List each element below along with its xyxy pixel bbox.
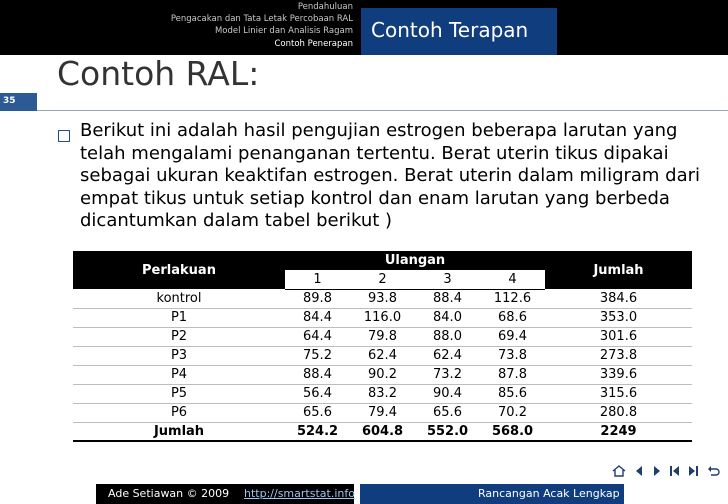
data-table bbox=[73, 251, 692, 442]
header-bar bbox=[0, 0, 728, 55]
header-replicate-3: 3 bbox=[415, 270, 480, 289]
table-row bbox=[73, 346, 692, 365]
cell-total: 353.0 bbox=[545, 308, 692, 327]
cell-value: 84.4 bbox=[285, 308, 350, 327]
total-value: 552.0 bbox=[415, 422, 480, 441]
cell-value: 73.8 bbox=[480, 346, 545, 365]
cell-value: 85.6 bbox=[480, 384, 545, 403]
cell-value: 75.2 bbox=[285, 346, 350, 365]
footer-topic: Rancangan Acak Lengkap bbox=[478, 487, 620, 500]
row-label: P3 bbox=[73, 346, 285, 365]
title-divider bbox=[37, 110, 728, 111]
cell-total: 273.8 bbox=[545, 346, 692, 365]
nav-item-pendahuluan[interactable]: Pendahuluan bbox=[297, 2, 353, 12]
cell-value: 112.6 bbox=[480, 289, 545, 308]
home-icon[interactable] bbox=[611, 463, 627, 479]
cell-value: 56.4 bbox=[285, 384, 350, 403]
cell-value: 65.6 bbox=[285, 403, 350, 422]
cell-value: 90.4 bbox=[415, 384, 480, 403]
cell-value: 90.2 bbox=[350, 365, 415, 384]
total-value: 604.8 bbox=[350, 422, 415, 441]
cell-value: 83.2 bbox=[350, 384, 415, 403]
section-title: Contoh Terapan bbox=[371, 18, 529, 42]
cell-value: 69.4 bbox=[480, 327, 545, 346]
previous-icon[interactable] bbox=[631, 463, 647, 479]
row-label: P2 bbox=[73, 327, 285, 346]
row-label: P4 bbox=[73, 365, 285, 384]
cell-value: 88.4 bbox=[415, 289, 480, 308]
header-replicate-4: 4 bbox=[480, 270, 545, 289]
table-row bbox=[73, 289, 692, 308]
first-slide-icon[interactable] bbox=[667, 463, 683, 479]
last-slide-icon[interactable] bbox=[685, 463, 701, 479]
table-row bbox=[73, 365, 692, 384]
slide-title: Contoh RAL: bbox=[57, 54, 260, 93]
cell-value: 79.4 bbox=[350, 403, 415, 422]
cell-value: 89.8 bbox=[285, 289, 350, 308]
grand-total: 2249 bbox=[545, 422, 692, 441]
table-row bbox=[73, 308, 692, 327]
section-title-box bbox=[361, 8, 557, 55]
table-row bbox=[73, 403, 692, 422]
header-perlakuan: Perlakuan bbox=[73, 251, 285, 289]
cell-total: 339.6 bbox=[545, 365, 692, 384]
undo-icon[interactable] bbox=[705, 463, 721, 479]
table-row bbox=[73, 384, 692, 403]
table-total-row bbox=[73, 422, 692, 441]
presentation-controls bbox=[611, 463, 725, 481]
nav-item-contoh-penerapan[interactable]: Contoh Penerapan bbox=[274, 39, 353, 49]
total-value: 568.0 bbox=[480, 422, 545, 441]
header-replicate-2: 2 bbox=[350, 270, 415, 289]
total-value: 524.2 bbox=[285, 422, 350, 441]
cell-total: 315.6 bbox=[545, 384, 692, 403]
cell-total: 301.6 bbox=[545, 327, 692, 346]
header-jumlah: Jumlah bbox=[545, 251, 692, 289]
nav-item-pengacakan[interactable]: Pengacakan dan Tata Letak Percobaan RAL bbox=[170, 14, 353, 24]
row-label: P6 bbox=[73, 403, 285, 422]
cell-value: 116.0 bbox=[350, 308, 415, 327]
section-navigation bbox=[0, 0, 361, 55]
cell-value: 68.6 bbox=[480, 308, 545, 327]
cell-value: 70.2 bbox=[480, 403, 545, 422]
row-label: kontrol bbox=[73, 289, 285, 308]
cell-value: 62.4 bbox=[350, 346, 415, 365]
cell-total: 280.8 bbox=[545, 403, 692, 422]
cell-total: 384.6 bbox=[545, 289, 692, 308]
slide-number: 35 bbox=[0, 93, 37, 111]
footer-bar bbox=[0, 484, 728, 504]
cell-value: 64.4 bbox=[285, 327, 350, 346]
row-label: P1 bbox=[73, 308, 285, 327]
cell-value: 88.4 bbox=[285, 365, 350, 384]
nav-item-model-linier[interactable]: Model Linier dan Analisis Ragam bbox=[214, 26, 353, 36]
cell-value: 93.8 bbox=[350, 289, 415, 308]
body-paragraph: Berikut ini adalah hasil pengujian estrogen beberapa larutan yang telah mengalami penanganan tertentu. Berat uterin tikus dipakai sebagai ukuran keaktifan estrogen. Berat uterin dalam miligram dari empat tikus untuk setiap kontrol dan enam larutan yang berbeda dicantumkan dalam tabel berikut ) bbox=[80, 120, 701, 231]
cell-value: 62.4 bbox=[415, 346, 480, 365]
footer-author: Ade Setiawan © 2009 bbox=[108, 487, 230, 500]
bullet-square-icon bbox=[58, 130, 70, 142]
cell-value: 79.8 bbox=[350, 327, 415, 346]
total-label: Jumlah bbox=[73, 422, 285, 441]
table-row bbox=[73, 327, 692, 346]
header-ulangan: Ulangan bbox=[285, 251, 545, 270]
next-icon[interactable] bbox=[649, 463, 665, 479]
cell-value: 84.0 bbox=[415, 308, 480, 327]
cell-value: 87.8 bbox=[480, 365, 545, 384]
cell-value: 88.0 bbox=[415, 327, 480, 346]
cell-value: 73.2 bbox=[415, 365, 480, 384]
row-label: P5 bbox=[73, 384, 285, 403]
cell-value: 65.6 bbox=[415, 403, 480, 422]
header-replicate-1: 1 bbox=[285, 270, 350, 289]
footer-link[interactable]: http://smartstat.info bbox=[244, 487, 355, 500]
